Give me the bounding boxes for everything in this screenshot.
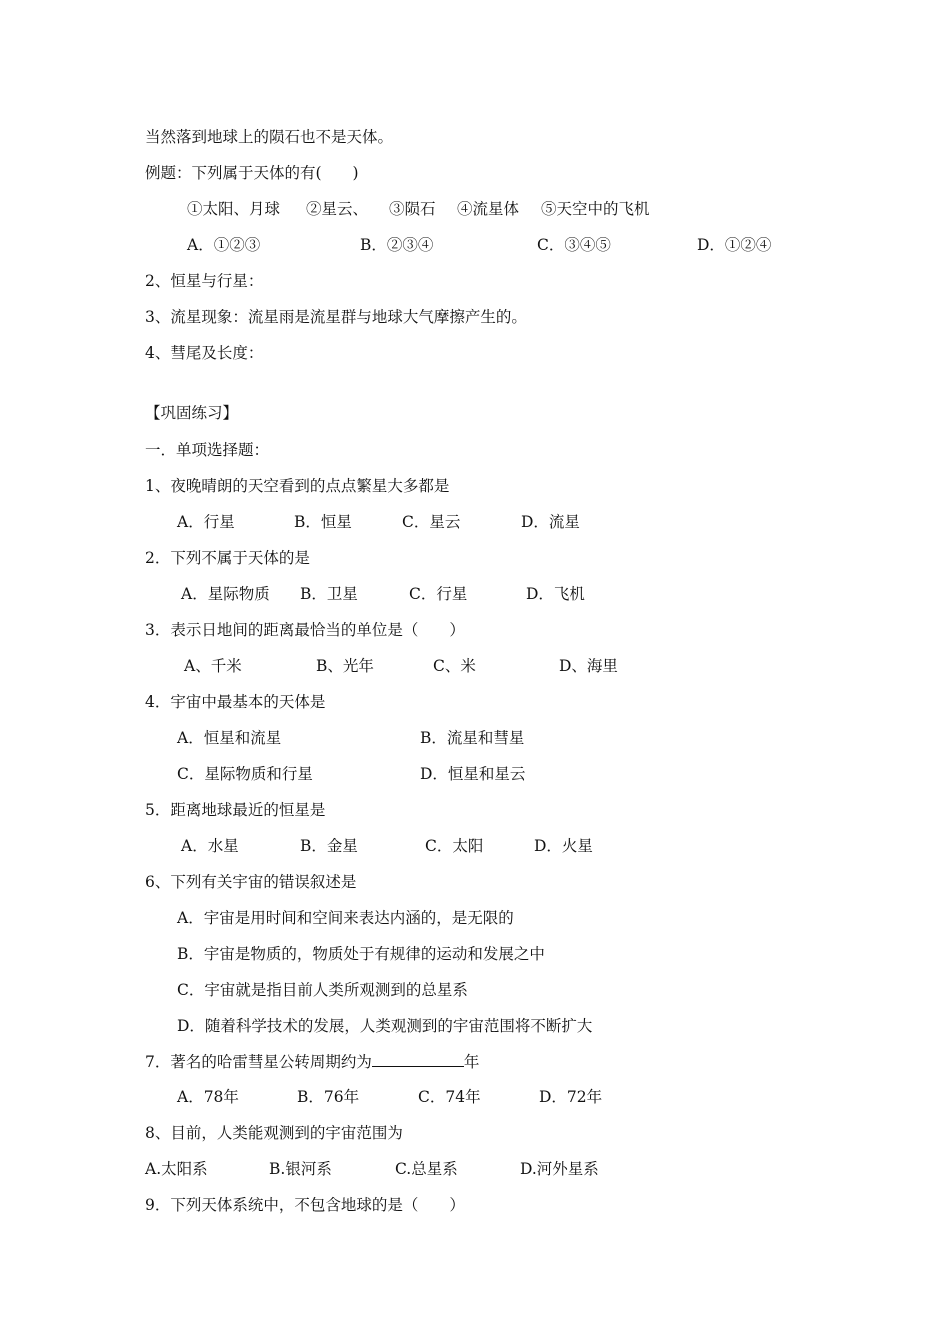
option: C．行星 (409, 585, 468, 603)
option: B．宇宙是物质的，物质处于有规律的运动和发展之中 (177, 945, 545, 963)
option: C、米 (433, 657, 476, 675)
point-3: 3、流星现象：流星雨是流星群与地球大气摩擦产生的。 (145, 308, 527, 326)
option: D．随着科学技术的发展，人类观测到的宇宙范围将不断扩大 (177, 1017, 593, 1035)
option: A．恒星和流星 (177, 729, 282, 747)
option: B．76年 (297, 1088, 360, 1106)
example-item: ④流星体 (457, 200, 520, 218)
option: A．星际物质 (181, 585, 270, 603)
option: B．卫星 (300, 585, 358, 603)
example-option: A．①②③ (187, 236, 261, 254)
question-stem: 9．下列天体系统中，不包含地球的是（ ） (145, 1196, 465, 1214)
option: A．行星 (177, 513, 235, 531)
option: D．火星 (534, 837, 593, 855)
practice-heading: 【巩固练习】 (145, 404, 239, 422)
question-stem: 8、目前，人类能观测到的宇宙范围为 (145, 1124, 403, 1142)
option: C．星际物质和行星 (177, 765, 313, 783)
option: A、千米 (184, 657, 242, 675)
question-stem: 2．下列不属于天体的是 (145, 549, 310, 567)
option: D、海里 (559, 657, 618, 675)
section-title: 一．单项选择题： (145, 441, 270, 459)
point-4: 4、彗尾及长度： (145, 344, 264, 362)
answer-blank (372, 1052, 464, 1067)
question-stem: 4．宇宙中最基本的天体是 (145, 693, 326, 711)
option: B．金星 (300, 837, 358, 855)
option: B．恒星 (294, 513, 352, 531)
option: A．78年 (177, 1088, 239, 1106)
question-stem: 3．表示日地间的距离最恰当的单位是（ ） (145, 621, 465, 639)
option: D.河外星系 (520, 1160, 599, 1178)
meteorite-line: 当然落到地球上的陨石也不是天体。 (145, 128, 394, 146)
example-item: ⑤天空中的飞机 (541, 200, 650, 218)
option: D．恒星和星云 (420, 765, 526, 783)
option: C．星云 (402, 513, 461, 531)
question-stem: 1、夜晚晴朗的天空看到的点点繁星大多都是 (145, 477, 450, 495)
question-stem: 6、下列有关宇宙的错误叙述是 (145, 873, 357, 891)
option: A．宇宙是用时间和空间来表达内涵的，是无限的 (177, 909, 514, 927)
question-stem-end: 年 (463, 1053, 480, 1071)
option: C．74年 (418, 1088, 481, 1106)
example-option: B．②③④ (360, 236, 434, 254)
option: D．飞机 (526, 585, 585, 603)
point-2: 2、恒星与行星： (145, 272, 264, 290)
example-item: ②星云、 (306, 200, 369, 218)
example-item: ③陨石 (389, 200, 436, 218)
example-option: D．①②④ (697, 236, 772, 254)
option: C.总星系 (395, 1160, 458, 1178)
example-option: C．③④⑤ (537, 236, 611, 254)
option: D．流星 (521, 513, 580, 531)
example-question: 例题：下列属于天体的有( ) (145, 164, 359, 182)
option: A.太阳系 (145, 1160, 208, 1178)
option: C．太阳 (425, 837, 484, 855)
option: C．宇宙就是指目前人类所观测到的总星系 (177, 981, 468, 999)
option: B、光年 (316, 657, 374, 675)
question-stem-start: 7．著名的哈雷彗星公转周期约为 (145, 1053, 372, 1071)
question-stem (145, 1052, 479, 1072)
option: B.银河系 (269, 1160, 332, 1178)
option: A．水星 (181, 837, 239, 855)
option: B．流星和彗星 (420, 729, 525, 747)
example-item: ①太阳、月球 (187, 200, 281, 218)
question-stem: 5．距离地球最近的恒星是 (145, 801, 326, 819)
option: D．72年 (539, 1088, 603, 1106)
